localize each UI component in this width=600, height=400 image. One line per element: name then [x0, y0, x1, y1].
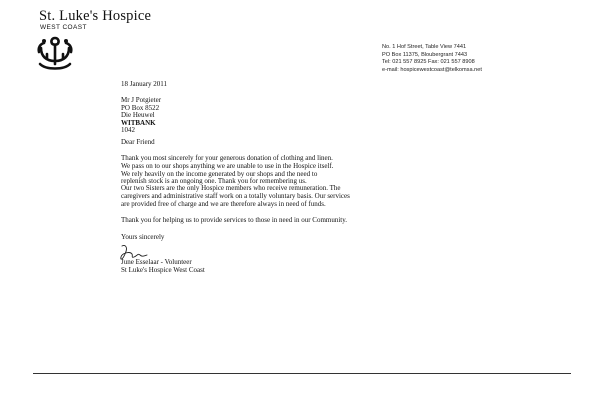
letterhead-address: [382, 44, 482, 74]
paragraph-line: Our two Sisters are the only Hospice members who receive remuneration. The: [121, 184, 341, 192]
recipient-town: WITBANK: [121, 118, 156, 127]
address-street: No. 1 Hof Street, Table View 7441: [382, 44, 467, 50]
body-paragraph-3: Thank you for helping us to provide services to those in need in our Community.: [121, 216, 348, 224]
address-pobox: PO Box 11375, Bloubergrant 7443: [382, 51, 468, 58]
footer-divider: [33, 373, 571, 374]
signer-name: June Esselaar - Volunteer: [121, 258, 192, 266]
paragraph-line: caregivers and administrative staff work on a totally voluntary basis. Our services: [121, 191, 350, 200]
hospice-logo-icon: [32, 34, 78, 74]
paragraph-line: Thank you most sincerely for your generous donation of clothing and linen.: [121, 154, 333, 162]
recipient-box: PO Box 8522: [121, 103, 160, 112]
salutation: Dear Friend: [121, 138, 155, 146]
paragraph-line: We pass on to our shops anything we are unable to use in the Hospice itself.: [121, 161, 334, 170]
closing: Yours sincerely: [121, 233, 165, 241]
letter-date: 18 January 2011: [121, 80, 168, 88]
hospice-branch: WEST COAST: [40, 24, 87, 31]
recipient-suburb: Die Heuwel: [121, 111, 155, 120]
paragraph-line: are provided free of charge and we are therefore always in need of funds.: [121, 199, 326, 208]
signer-block: [121, 258, 205, 274]
recipient-name: Mr J Potgieter: [121, 96, 162, 104]
signer-organisation: St Luke's Hospice West Coast: [121, 266, 205, 274]
address-phone: Tel: 021 557 8925 Fax: 021 557 8908: [382, 59, 475, 66]
body-paragraph-2: [121, 185, 350, 208]
body-paragraph-1: [121, 155, 334, 186]
paragraph-line: We rely heavily on the income generated by our shops and the need to: [121, 169, 318, 178]
address-email: e-mail: hospicewestcoast@telkomsa.net: [382, 66, 482, 73]
recipient-address: [121, 97, 161, 135]
recipient-code: 1042: [121, 126, 135, 135]
hospice-name: St. Luke's Hospice: [39, 8, 152, 24]
paragraph-line: replenish stock is an ongoing one. Thank you for remembering us.: [121, 177, 307, 186]
